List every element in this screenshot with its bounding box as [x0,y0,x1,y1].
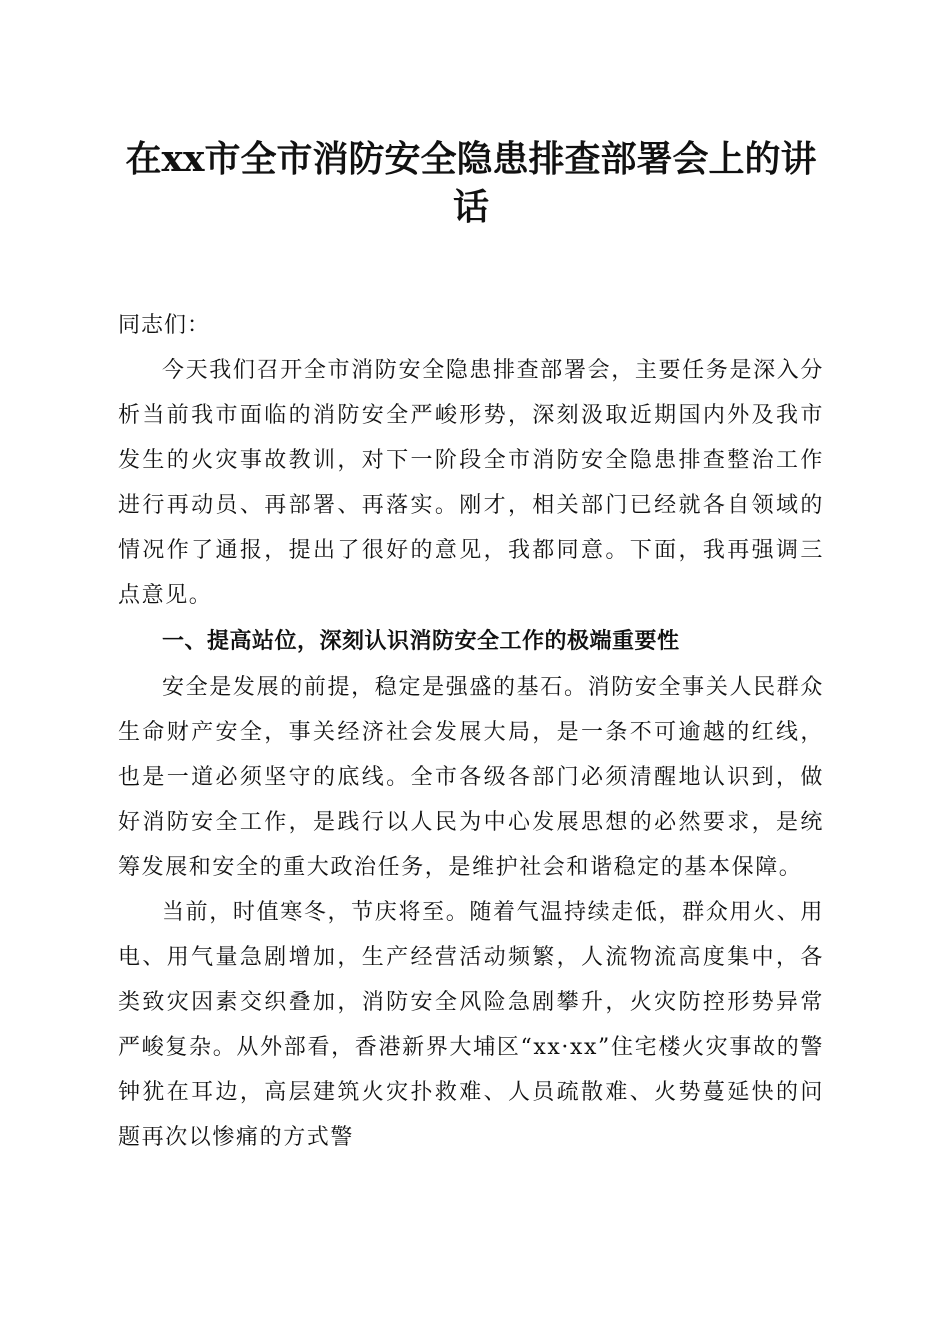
intro-paragraph: 今天我们召开全市消防安全隐患排查部署会，主要任务是深入分析当前我市面临的消防安全严峻形势，深刻汲取近期国内外及我市发生的火灾事故教训，对下一阶段全市消防安全隐患排查整治工作进行再动员、再部署、再落实。刚才，相关部门已经就各自领域的情况作了通报，提出了很好的意见，我都同意。下面，我再强调三点意见。 [118,358,824,608]
section1-paragraph-2: 当前，时值寒冬，节庆将至。随着气温持续走低，群众用火、用电、用气量急剧增加，生产经营活动频繁，人流物流高度集中，各类致灾因素交织叠加，消防安全风险急剧攀升，火灾防控形势异常严峻复杂。从外部看，香港新界大埔区“xx·xx”住宅楼火灾事故的警钟犹在耳边，高层建筑火灾扑救难、人员疏散难、火势蔓延快的问题再次以惨痛的方式警 [118,900,824,1150]
section1-paragraph-1: 安全是发展的前提，稳定是强盛的基石。消防安全事关人民群众生命财产安全，事关经济社会发展大局，是一条不可逾越的红线，也是一道必须坚守的底线。全市各级各部门必须清醒地认识到，做好消防安全工作，是践行以人民为中心发展思想的必然要求，是统筹发展和安全的重大政治任务，是维护社会和谐稳定的基本保障。 [118,675,824,880]
salutation: 同志们： [118,313,211,338]
section-heading-1: 一、提高站位，深刻认识消防安全工作的极端重要性 [162,629,680,654]
document-title: 在xx市全市消防安全隐患排查部署会上的讲话 [125,138,817,228]
document-page [118,135,824,1160]
